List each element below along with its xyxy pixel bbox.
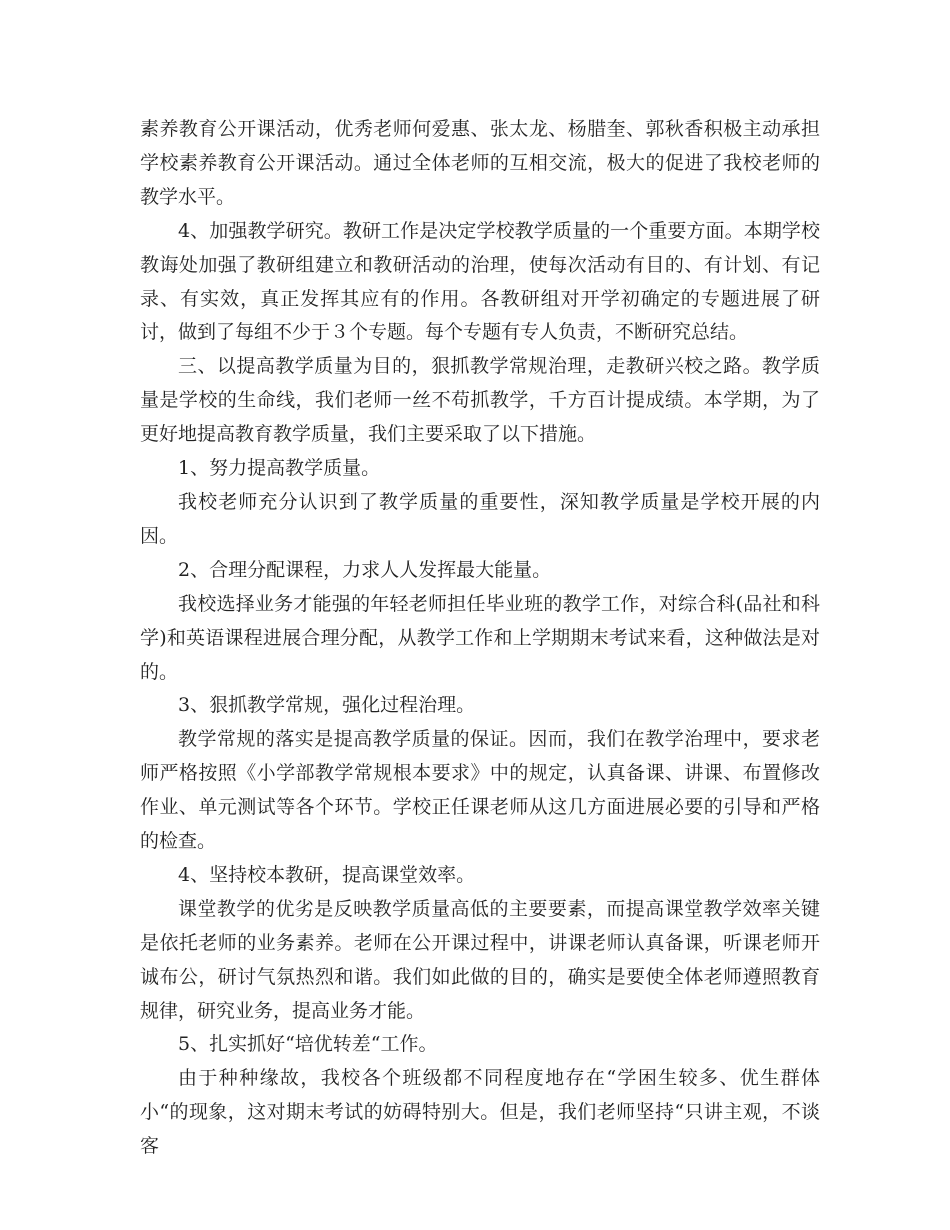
document-body xyxy=(140,113,820,1164)
paragraph-item-3-heading: 3、狠抓教学常规，强化过程治理。 xyxy=(178,694,476,717)
paragraph-item-1-body: 我校老师充分认识到了教学质量的重要性，深知教学质量是学校开展的内因。 xyxy=(140,490,820,547)
paragraph-item-1-heading: 1、努力提高教学质量。 xyxy=(178,457,381,480)
paragraph-teaching-research: 4、加强教学研究。教研工作是决定学校教学质量的一个重要方面。本期学校教诲处加强了教研组建立和教研活动的治理，使每次活动有目的、有计划、有记录、有实效，真正发挥其应有的作用。各教研组对开学初确定的专题进展了研讨，做到了每组不少于３个专题。每个专题有专人负责，不断研究总结。 xyxy=(140,219,820,344)
paragraph-section-three: 三、以提高教学质量为目的，狠抓教学常规治理，走教研兴校之路。教学质量是学校的生命线，我们老师一丝不苟抓教学，千方百计提成绩。本学期，为了更好地提高教育教学质量，我们主要采取了以下措施。 xyxy=(140,355,820,446)
paragraph-item-4-heading: 4、坚持校本教研，提高课堂效率。 xyxy=(178,863,476,886)
paragraph-item-2-body: 我校选择业务才能强的年轻老师担任毕业班的教学工作，对综合科(品社和科学)和英语课程进展合理分配，从教学工作和上学期期末考试来看，这种做法是对的。 xyxy=(140,592,820,683)
paragraph-item-5-body: 由于种种缘故，我校各个班级都不同程度地存在“学困生较多、优生群体小“的现象，这对期末考试的妨碍特别大。但是，我们老师坚持“只讲主观，不谈客 xyxy=(140,1067,820,1158)
paragraph-continued: 素养教育公开课活动，优秀老师何爱惠、张太龙、杨腊奎、郭秋香积极主动承担学校素养教育公开课活动。通过全体老师的互相交流，极大的促进了我校老师的教学水平。 xyxy=(140,118,820,208)
paragraph-item-4-body: 课堂教学的优劣是反映教学质量高低的主要要素，而提高课堂教学效率关键是依托老师的业务素养。老师在公开课过程中，讲课老师认真备课，听课老师开诚布公，研讨气氛热烈和谐。我们如此做的目的，确实是要使全体老师遵照教育规律，研究业务，提高业务才能。 xyxy=(140,897,820,1022)
paragraph-item-2-heading: 2、合理分配课程，力求人人发挥最大能量。 xyxy=(178,558,552,581)
paragraph-item-3-body: 教学常规的落实是提高教学质量的保证。因而，我们在教学治理中，要求老师严格按照《小学部教学常规根本要求》中的规定，认真备课、讲课、布置修改作业、单元测试等各个环节。学校正任课老师从这几方面进展必要的引导和严格的检查。 xyxy=(140,728,820,853)
paragraph-item-5-heading: 5、扎实抓好“培优转差“工作。 xyxy=(178,1033,438,1056)
